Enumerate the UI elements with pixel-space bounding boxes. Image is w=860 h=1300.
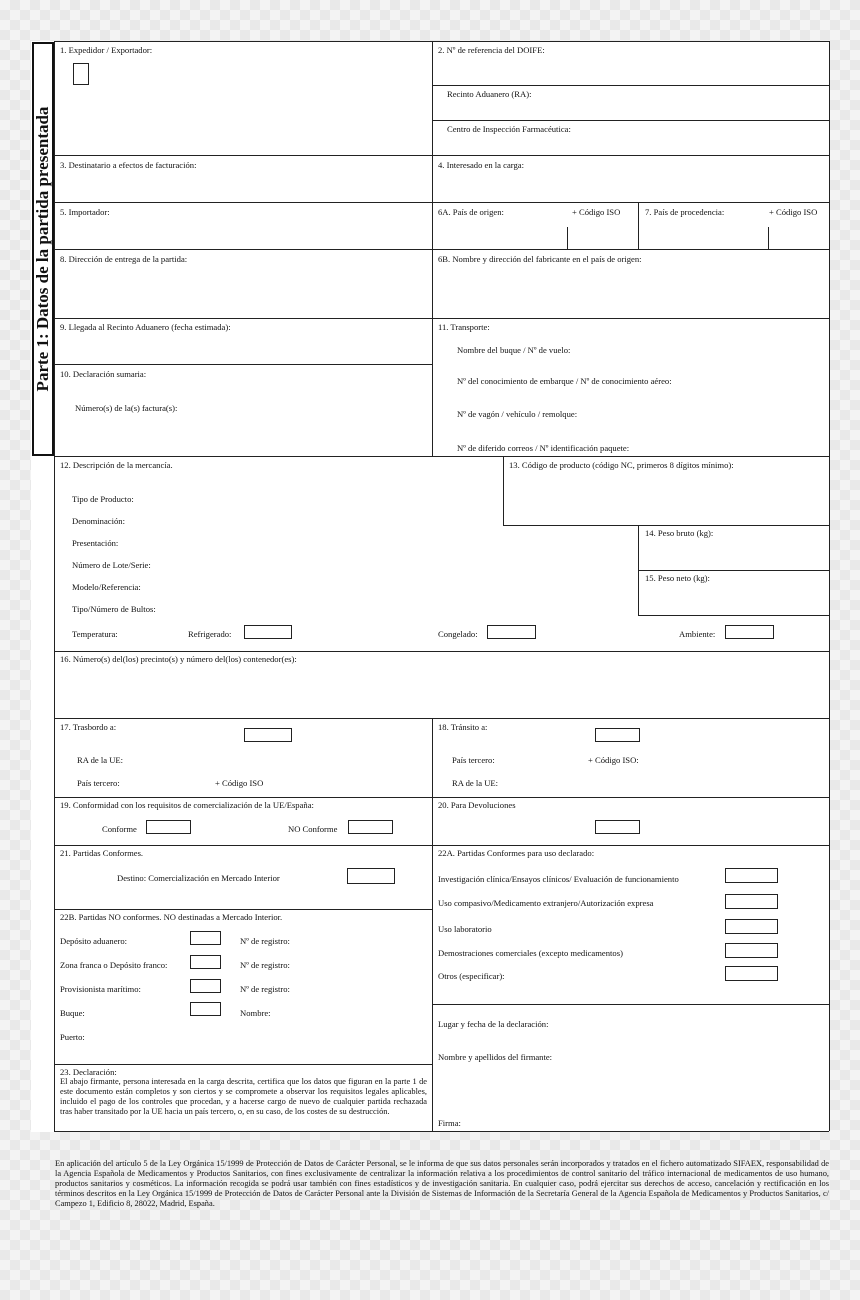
frame-left [54,41,55,1131]
field-15-label: 15. Peso neto (kg): [645,573,710,583]
embarque-label: Nº del conocimiento de embarque / Nº de conocimiento aéreo: [457,376,672,386]
provisionista-label: Provisionista marítimo: [60,984,141,994]
side-title-bar [32,42,54,456]
divider [503,525,829,526]
zona-franca-label: Zona franca o Depósito franco: [60,960,168,970]
firmante-label: Nombre y apellidos del firmante: [438,1052,553,1062]
field-23-label: 23. Declaración: [60,1067,117,1077]
modelo-label: Modelo/Referencia: [72,582,141,592]
ra-ue-label: RA de la UE: [77,755,124,765]
divider [54,797,829,798]
divider [54,1064,432,1065]
divider [768,227,769,249]
destino-checkbox[interactable] [347,868,395,884]
field-4-label: 4. Interesado en la carga: [438,160,524,170]
iso-code-label: + Código ISO [769,207,818,217]
diferido-label: Nº de diferido correos / Nº identificación paquete: [457,443,630,453]
recinto-label: Recinto Aduanero (RA): [447,89,532,99]
field-21-label: 21. Partidas Conformes. [60,848,144,858]
field-17-label: 17. Trasbordo a: [60,722,117,732]
registro-label: Nº de registro: [240,960,290,970]
firma-label: Firma: [438,1118,461,1128]
divider [54,318,829,319]
congelado-checkbox[interactable] [487,625,536,639]
divider [503,456,504,525]
divider [54,651,829,652]
divider [432,1004,829,1005]
compasivo-checkbox[interactable] [725,894,778,909]
field-9-label: 9. Llegada al Recinto Aduanero (fecha estimada): [60,322,231,332]
field-1-label: 1. Expedidor / Exportador: [60,45,153,55]
field-14-label: 14. Peso bruto (kg): [645,528,714,538]
congelado-label: Congelado: [438,629,478,639]
otros-checkbox[interactable] [725,966,778,981]
divider [432,120,829,121]
vagon-label: Nº de vagón / vehículo / remolque: [457,409,578,419]
registro-label: Nº de registro: [240,984,290,994]
buque-checkbox[interactable] [190,1002,221,1016]
no-conforme-label: NO Conforme [288,824,338,834]
divider [54,249,829,250]
field-10-label: 10. Declaración sumaria: [60,369,147,379]
divider [54,718,829,719]
field-22b-label: 22B. Partidas NO conformes. NO destinadas a Mercado Interior. [60,912,283,922]
field-5-label: 5. Importador: [60,207,110,217]
divider [432,85,829,86]
side-title: Parte 1: Datos de la partida presentada [33,106,52,392]
trasbordo-checkbox[interactable] [244,728,292,742]
field-11-label: 11. Transporte: [438,322,490,332]
frame-bottom [54,1131,829,1132]
field-6b-label: 6B. Nombre y dirección del fabricante en el país de origen: [438,254,642,264]
devoluciones-checkbox[interactable] [595,820,640,834]
investigacion-label: Investigación clínica/Ensayos clínicos/ Evaluación de funcionamiento [438,874,679,884]
centro-label: Centro de Inspección Farmacéutica: [447,124,571,134]
demostraciones-checkbox[interactable] [725,943,778,958]
field-8-label: 8. Dirección de entrega de la partida: [60,254,188,264]
lote-label: Número de Lote/Serie: [72,560,151,570]
no-conforme-checkbox[interactable] [348,820,393,834]
divider [638,570,829,571]
field-3-label: 3. Destinatario a efectos de facturación: [60,160,197,170]
buque-label: Nombre del buque / Nº de vuelo: [457,345,571,355]
expedidor-checkbox[interactable] [73,63,89,85]
registro-label: Nº de registro: [240,936,290,946]
field-16-label: 16. Número(s) del(los) precinto(s) y número del(los) contenedor(es): [60,654,297,664]
field-12-label: 12. Descripción de la mercancía. [60,460,173,470]
divider [54,909,432,910]
provisionista-checkbox[interactable] [190,979,221,993]
field-18-label: 18. Tránsito a: [438,722,488,732]
divider [54,845,829,846]
ra-ue-label: RA de la UE: [452,778,499,788]
refrigerado-label: Refrigerado: [188,629,232,639]
divider [638,615,829,616]
ambiente-label: Ambiente: [679,629,716,639]
laboratorio-label: Uso laboratorio [438,924,492,934]
frame-right [829,41,830,1131]
deposito-label: Depósito aduanero: [60,936,128,946]
iso-code-label: + Código ISO: [588,755,639,765]
conforme-label: Conforme [102,824,137,834]
declaracion-text: El abajo firmante, persona interesada en la carga descrita, certifica que los datos que figuran en la parte 1 de este documento están completos y son ciertos y se compromete a observar los requisitos legales aplicables, incluido el pago de los controles que procedan, y a hacerse cargo de nuevo de cualquier partida rechazada tras haber transitado por la UE hacia un país tercero, o, en su caso, de los costes de su destrucción. [60,1077,427,1116]
field-19-label: 19. Conformidad con los requisitos de comercialización de la UE/España: [60,800,314,810]
data-protection-footer: En aplicación del artículo 5 de la Ley Orgánica 15/1999 de Protección de Datos de Carácter Personal, se le informa de que sus datos personales serán incorporados y tratados en el fichero automatizado SIFAEX, responsabilidad de la Agencia Española de Medicamentos y Productos Sanitarios, con fines exclusivamente de centralizar la información relativa a los procedimientos de control sanitario del tráfico internacional de medicamentos de uso humano, productos sanitarios y cosméticos. La información recogida se podrá usar también con fines estadísticos y de investigación sanitaria. En cualquier caso, podrá ejercitar sus derechos de acceso, cancelación y rectificación en los términos descritos en la Ley Orgánica 15/1999 de Protección de Datos de Carácter Personal ante la División de Sistemas de Información de la Secretaría General de la Agencia Española de Medicamentos y Productos Sanitarios, c/ Campezo 1, Edificio 8, 28022, Madrid, España. [55,1159,829,1208]
ambiente-checkbox[interactable] [725,625,774,639]
deposito-checkbox[interactable] [190,931,221,945]
tipo-producto-label: Tipo de Producto: [72,494,134,504]
iso-code-label: + Código ISO [215,778,264,788]
nombre-label: Nombre: [240,1008,271,1018]
laboratorio-checkbox[interactable] [725,919,778,934]
divider [54,155,829,156]
divider [54,202,829,203]
iso-code-label: + Código ISO [572,207,621,217]
otros-label: Otros (especificar): [438,971,505,981]
frame-top [54,41,829,42]
denominacion-label: Denominación: [72,516,125,526]
divider-v2 [432,718,433,1131]
field-13-label: 13. Código de producto (código NC, primeros 8 dígitos mínimo): [509,460,734,470]
pais-tercero-label: País tercero: [77,778,120,788]
field-2-label: 2. Nº de referencia del DOIFE: [438,45,545,55]
demostraciones-label: Demostraciones comerciales (excepto medicamentos) [438,948,623,958]
field-22a-label: 22A. Partidas Conformes para uso declarado: [438,848,595,858]
pais-tercero-label: País tercero: [452,755,495,765]
transito-checkbox[interactable] [595,728,640,742]
temperatura-label: Temperatura: [72,629,118,639]
divider [54,364,432,365]
buque-label: Buque: [60,1008,85,1018]
bultos-label: Tipo/Número de Bultos: [72,604,156,614]
lugar-fecha-label: Lugar y fecha de la declaración: [438,1019,549,1029]
divider [638,202,639,249]
divider [54,456,829,457]
investigacion-checkbox[interactable] [725,868,778,883]
destino-label: Destino: Comercialización en Mercado Interior [117,873,280,883]
presentacion-label: Presentación: [72,538,119,548]
puerto-label: Puerto: [60,1032,85,1042]
field-6a-label: 6A. País de origen: [438,207,504,217]
facturas-label: Número(s) de la(s) factura(s): [75,403,178,413]
field-20-label: 20. Para Devoluciones [438,800,516,810]
compasivo-label: Uso compasivo/Medicamento extranjero/Autorización expresa [438,898,654,908]
divider [567,227,568,249]
refrigerado-checkbox[interactable] [244,625,292,639]
field-7-label: 7. País de procedencia: [645,207,725,217]
zona-franca-checkbox[interactable] [190,955,221,969]
conforme-checkbox[interactable] [146,820,191,834]
